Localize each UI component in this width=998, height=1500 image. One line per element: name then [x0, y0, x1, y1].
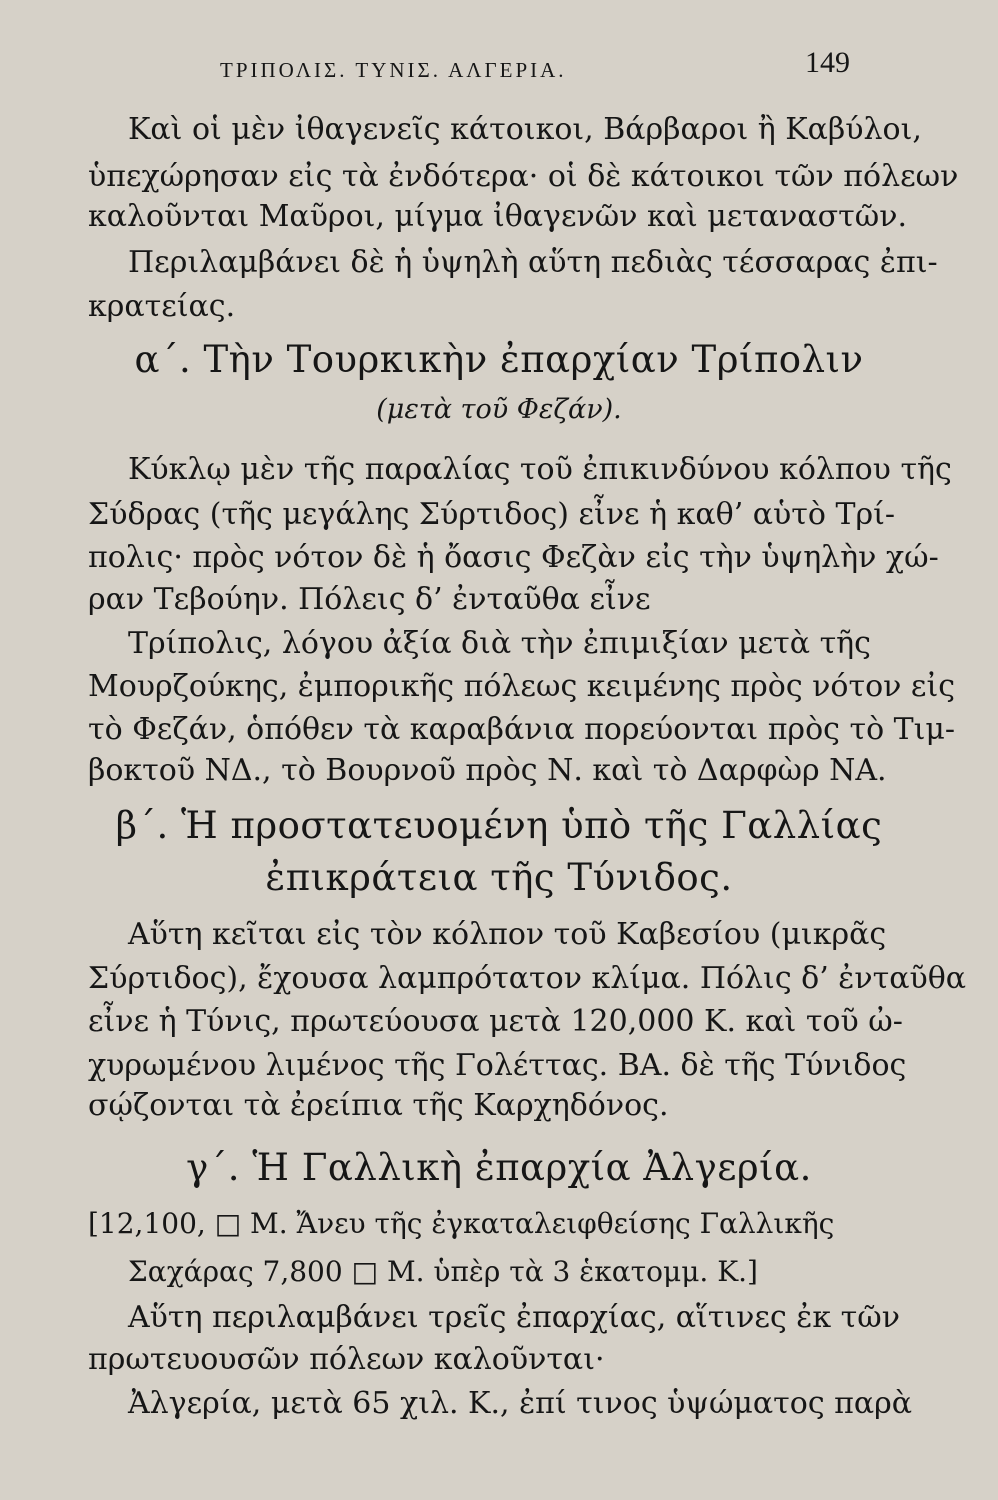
text-line: Μουρζούκης, ἐμπορικῆς πόλεως κειμένης πρὸς νότον εἰς [88, 669, 956, 704]
text-line: Περιλαμβάνει δὲ ἡ ὑψηλὴ αὕτη πεδιὰς τέσσαρας ἐπι- [128, 245, 938, 280]
section-heading-c: γ΄. Ἡ Γαλλικὴ ἐπαρχία Ἀλγερία. [186, 1146, 812, 1189]
text-line: καλοῦνται Μαῦροι, μίγμα ἰθαγενῶν καὶ μεταναστῶν. [88, 199, 907, 234]
section-heading-b-continued: ἐπικράτεια τῆς Τύνιδος. [265, 856, 733, 899]
running-head: ΤΡΙΠΟΛΙΣ. ΤΥΝΙΣ. ΑΛΓΕΡΙΑ. [220, 58, 567, 82]
page-header [220, 44, 850, 84]
text-line: πολις· πρὸς νότον δὲ ἡ ὄασις Φεζὰν εἰς τὴν ὑψηλὴν χώ- [88, 540, 939, 575]
text-line: βοκτοῦ ΝΔ., τὸ Βουρνοῦ πρὸς Ν. καὶ τὸ Δαρφὼρ ΝΑ. [88, 753, 887, 788]
text-line: Τρίπολις, λόγου ἀξία διὰ τὴν ἐπιμιξίαν μετὰ τῆς [128, 626, 871, 661]
section-heading-b: β΄. Ἡ προστατευομένη ὑπὸ τῆς Γαλλίας [115, 804, 883, 847]
text-line: εἶνε ἡ Τύνις, πρωτεύουσα μετὰ 120,000 Κ. καὶ τοῦ ὠ- [88, 1004, 903, 1039]
text-line: ραν Τεβούην. Πόλεις δ’ ἐνταῦθα εἶνε [88, 582, 651, 617]
text-line: κρατείας. [88, 289, 236, 324]
text-line: ὑπεχώρησαν εἰς τὰ ἐνδότερα· οἱ δὲ κάτοικοι τῶν πόλεων [88, 159, 959, 194]
text-line: πρωτευουσῶν πόλεων καλοῦνται· [88, 1342, 605, 1377]
statistics-line: Σαχάρας 7,800 □ Μ. ὑπὲρ τὰ 3 ἑκατομμ. Κ.] [128, 1255, 758, 1288]
statistics-line: [12,100, □ Μ. Ἄνευ τῆς ἐγκαταλειφθείσης Γαλλικῆς [88, 1207, 835, 1240]
text-line: τὸ Φεζάν, ὁπόθεν τὰ καραβάνια πορεύονται πρὸς τὸ Τιμ- [88, 712, 956, 747]
page-number: 149 [805, 46, 850, 79]
text-line: χυρωμένου λιμένος τῆς Γολέττας. ΒΑ. δὲ τῆς Τύνιδος [88, 1048, 907, 1083]
text-line: Αὕτη περιλαμβάνει τρεῖς ἐπαρχίας, αἵτινες ἐκ τῶν [128, 1300, 900, 1335]
text-line: Καὶ οἱ μὲν ἰθαγενεῖς κάτοικοι, Βάρβαροι ἢ Καβύλοι, [128, 112, 922, 147]
text-line: Κύκλῳ μὲν τῆς παραλίας τοῦ ἐπικινδύνου κόλπου τῆς [128, 452, 952, 487]
section-subheading-a: (μετὰ τοῦ Φεζάν). [376, 394, 622, 425]
text-line: Σύδρας (τῆς μεγάλης Σύρτιδος) εἶνε ἡ καθ’ αὑτὸ Τρί- [88, 497, 896, 532]
text-line: σῴζονται τὰ ἐρείπια τῆς Καρχηδόνος. [88, 1088, 669, 1123]
text-line: Σύρτιδος), ἔχουσα λαμπρότατον κλίμα. Πόλις δ’ ἐνταῦθα [88, 961, 967, 996]
text-line: Αὕτη κεῖται εἰς τὸν κόλπον τοῦ Καβεσίου (μικρᾶς [128, 917, 887, 952]
section-heading-a: α΄. Τὴν Τουρκικὴν ἐπαρχίαν Τρίπολιν [134, 338, 864, 381]
text-line: Ἀλγερία, μετὰ 65 χιλ. Κ., ἐπί τινος ὑψώματος παρὰ [128, 1386, 913, 1421]
